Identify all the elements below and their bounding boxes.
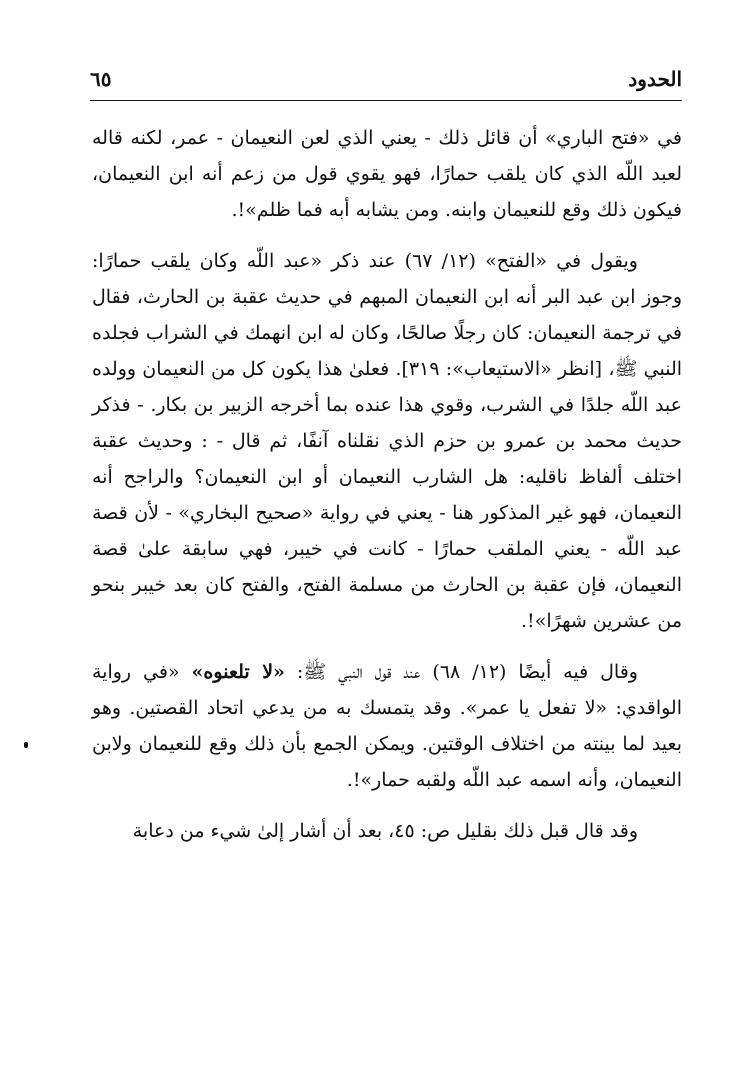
running-head: [90, 64, 682, 94]
paragraph-3-bold-quote: «لا تلعنوه»: [191, 661, 285, 683]
header-rule: [90, 100, 682, 101]
paragraph-3-rest: «في رواية الواقدي: «لا تفعل يا عمر». وقد يتمسك به من يدعي اتحاد القصتين. وهو بعيد لما بينته من اختلاف الوقتين. ويمكن الجمع بأن ذلك وقع للنعيمان ولابن النعيمان، وأنه اسمه عبد اللّه ولقبه حمار»!.: [92, 661, 682, 791]
body-text: [92, 120, 682, 849]
paragraph-3: [92, 654, 682, 798]
paragraph-1: في «فتح الباري» أن قائل ذلك - يعني الذي لعن النعيمان - عمر، لكنه قاله لعبد اللّه الذي كان يلقب حمارًا، فهو يقوي قول من زعم أنه ابن النعيمان، فيكون ذلك وقع للنعيمان وابنه. ومن يشابه أبه فما ظلم»!.: [92, 127, 682, 221]
paragraph-2: ويقول في «الفتح» (١٢/ ٦٧) عند ذكر «عبد اللّه وكان يلقب حمارًا: وجوز ابن عبد البر أنه ابن النعيمان المبهم في حديث عقبة بن الحارث، فقال في ترجمة النعيمان: كان رجلًا صالحًا، وكان له ابن انهمك في الشراب فجلده النبي ﷺ، [انظر «الاستيعاب»: ٣١٩]. فعلىٰ هذا يكون كل من النعيمان وولده عبد اللّه جلدًا في الشرب، وقوي هذا عنده بما أخرجه الزبير بن بكار. - فذكر حديث محمد بن عمرو بن حزم الذي نقلناه آنفًا، ثم قال - : وحديث عقبة اختلف ألفاظ ناقليه: هل الشارب النعيمان أو ابن النعيمان؟ والراجح أنه النعيمان، فهو غير المذكور هنا - يعني في رواية «صحيح البخاري» - لأن قصة عبد اللّه - يعني الملقب حمارًا - كانت في خيبر، فهي سابقة علىٰ قصة النعيمان، فإن عقبة بن الحارث من مسلمة الفتح، والفتح كان بعد خيبر بنحو من عشرين شهرًا»!.: [92, 250, 683, 632]
page-number: ٦٥: [90, 67, 112, 91]
paragraph-4: وقد قال قبل ذلك بقليل ص: ٤٥، بعد أن أشار إلىٰ شيء من دعابة: [132, 820, 638, 842]
paragraph-3-intro: وقال فيه أيضًا (١٢/ ٦٨) عند قول النبي ﷺ:: [284, 661, 638, 683]
margin-mark: [24, 742, 28, 748]
chapter-title: الحدود: [628, 67, 682, 91]
